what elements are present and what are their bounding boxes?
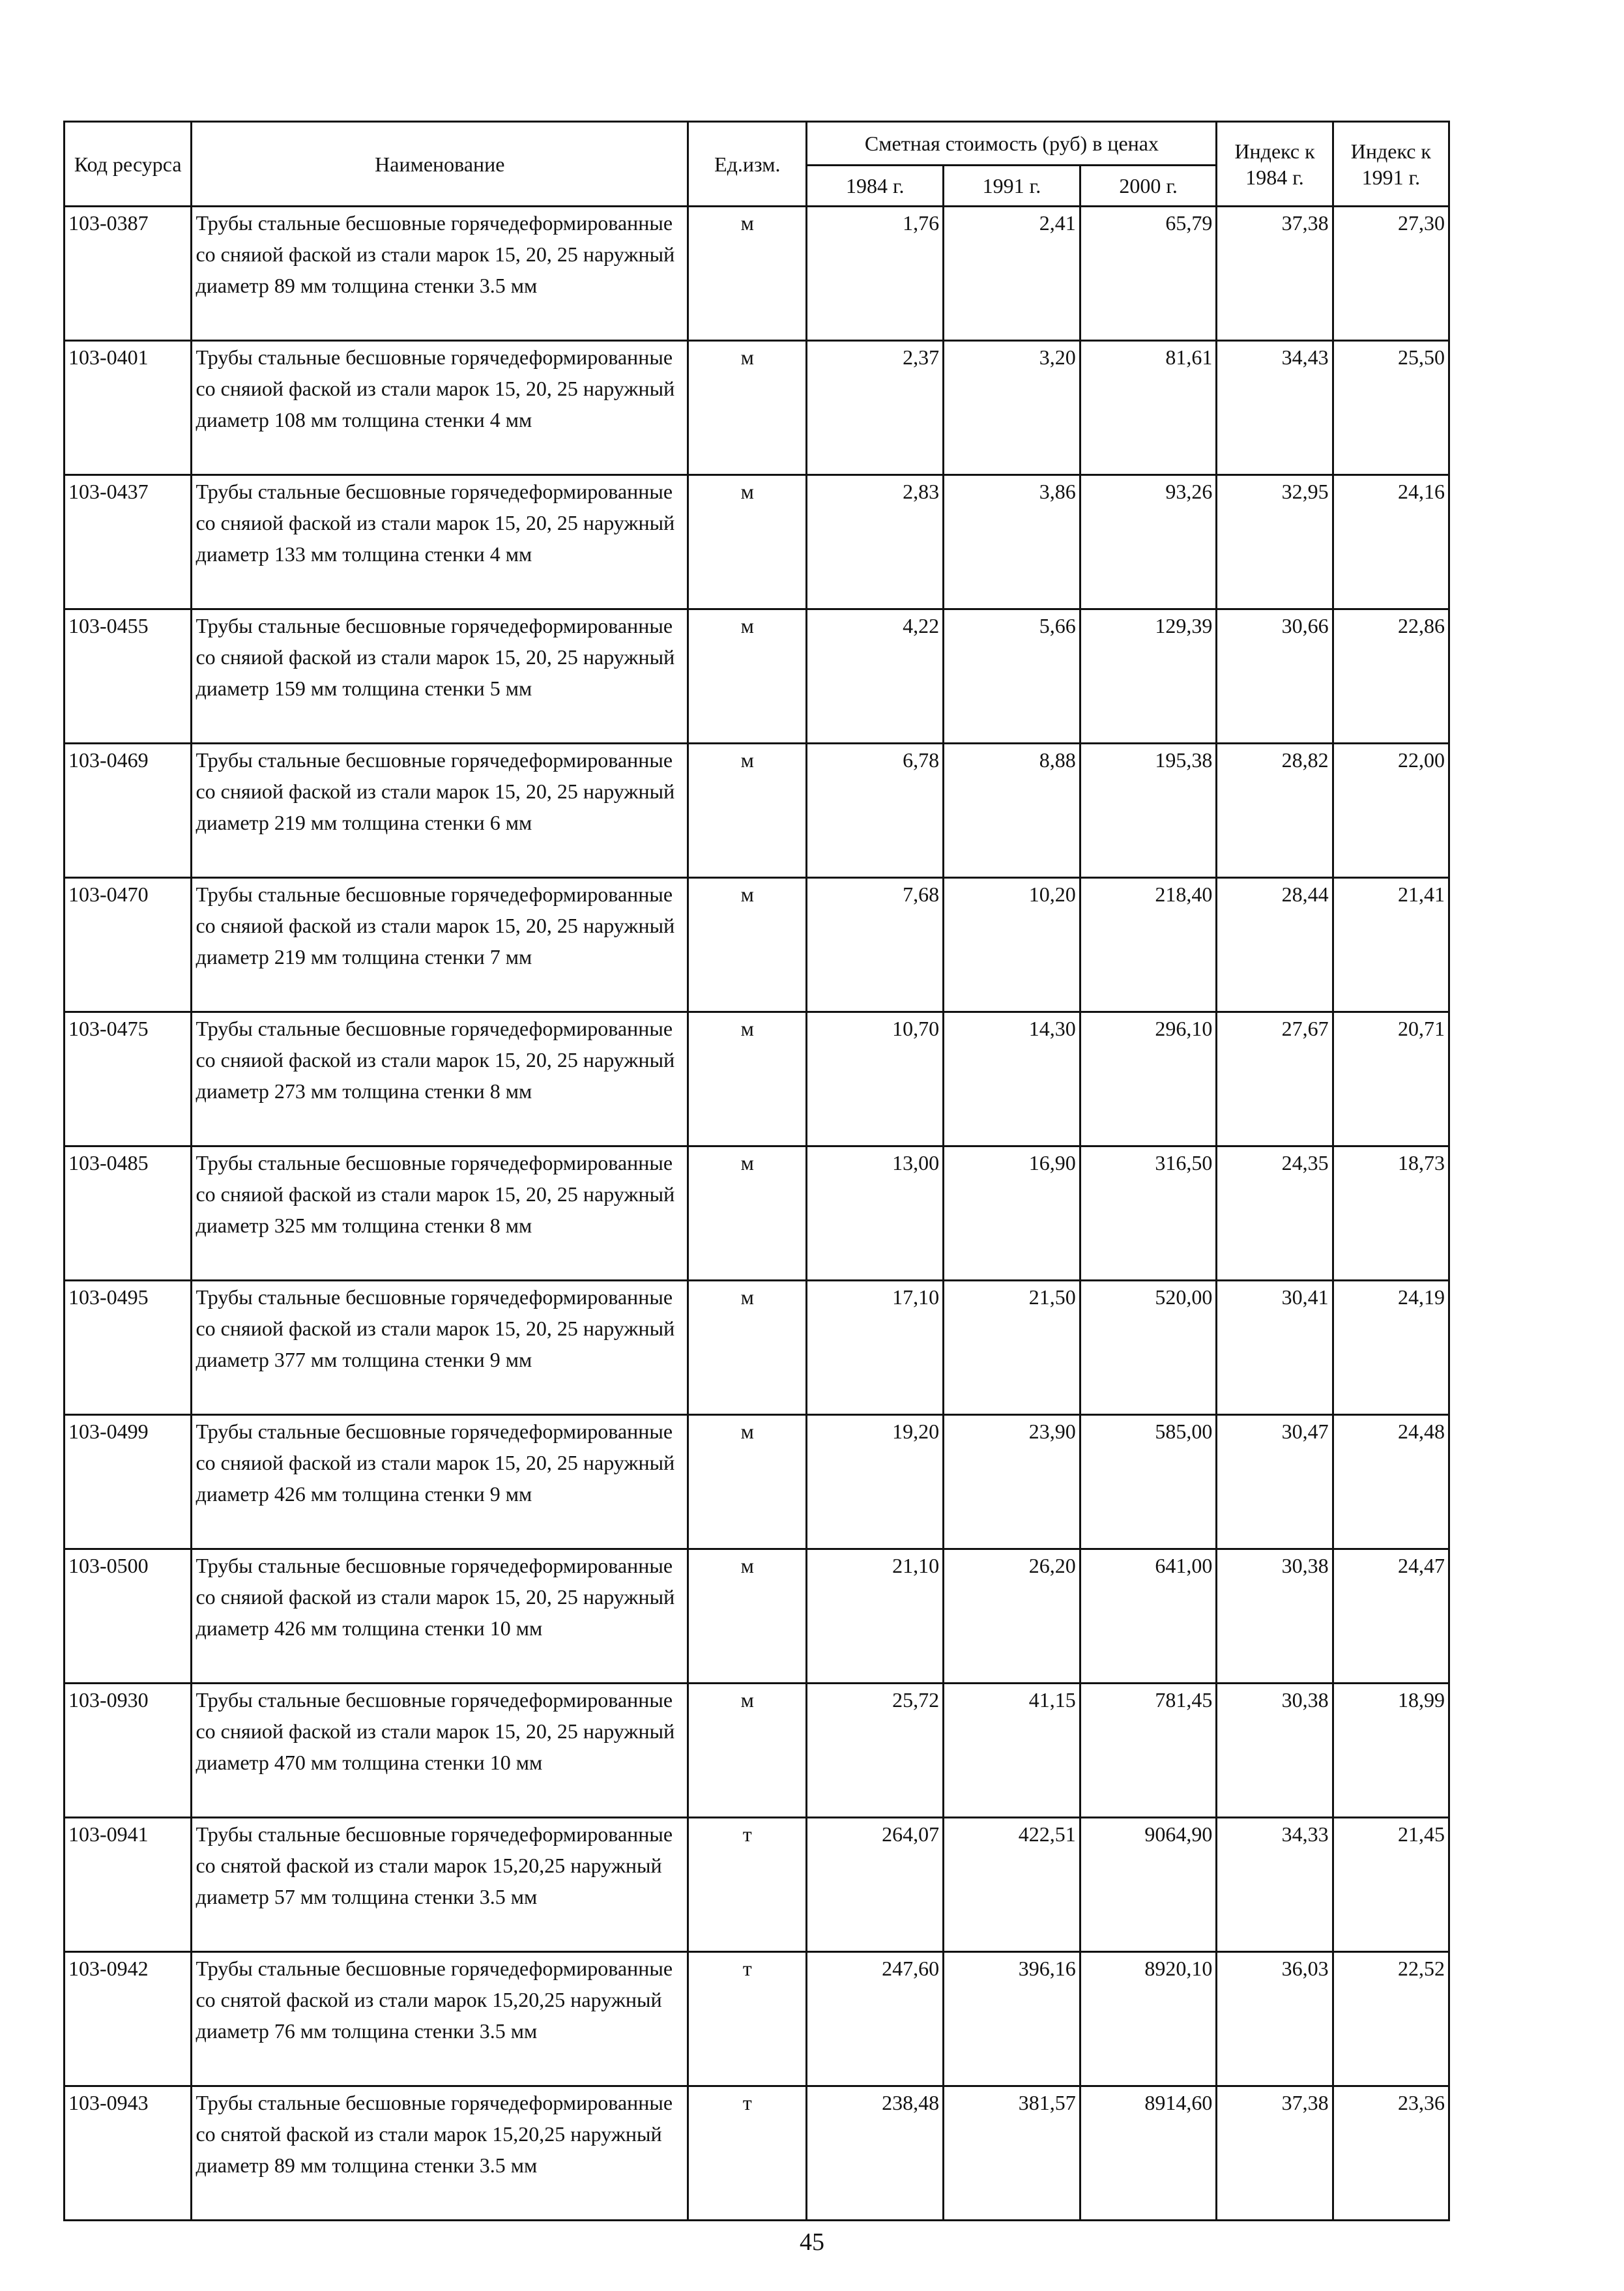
cost-2000: 195,38 xyxy=(1080,744,1217,878)
index-1984: 30,38 xyxy=(1217,1684,1333,1818)
cost-2000: 8920,10 xyxy=(1080,1952,1217,2086)
cost-1991: 8,88 xyxy=(944,744,1080,878)
table-row xyxy=(65,609,1449,744)
unit-cell: м xyxy=(688,341,807,475)
index-1984: 36,03 xyxy=(1217,1952,1333,2086)
cost-2000: 520,00 xyxy=(1080,1281,1217,1415)
index-1991: 20,71 xyxy=(1333,1012,1449,1146)
index-1984: 30,66 xyxy=(1217,609,1333,744)
index-1991: 18,99 xyxy=(1333,1684,1449,1818)
resource-name: Трубы стальные бесшовные горячедеформированные со сняиой фаской из стали марок 15, 20, 25 наружный диаметр 377 мм толщина стенки 9 мм xyxy=(192,1281,688,1415)
table-row xyxy=(65,341,1449,475)
resource-code: 103-0500 xyxy=(65,1549,192,1684)
index-1991: 18,73 xyxy=(1333,1146,1449,1281)
resource-code: 103-0387 xyxy=(65,207,192,341)
resource-code: 103-0495 xyxy=(65,1281,192,1415)
cost-2000: 65,79 xyxy=(1080,207,1217,341)
index-1984: 37,38 xyxy=(1217,207,1333,341)
unit-cell: м xyxy=(688,1415,807,1549)
index-1991: 21,41 xyxy=(1333,878,1449,1012)
cost-1991: 5,66 xyxy=(944,609,1080,744)
index-1984: 28,82 xyxy=(1217,744,1333,878)
cost-1984: 264,07 xyxy=(807,1818,944,1952)
cost-1984: 19,20 xyxy=(807,1415,944,1549)
resource-code: 103-0943 xyxy=(65,2086,192,2221)
table-row xyxy=(65,1818,1449,1952)
cost-1984: 1,76 xyxy=(807,207,944,341)
index-1991: 24,47 xyxy=(1333,1549,1449,1684)
cost-1984: 2,37 xyxy=(807,341,944,475)
cost-1991: 16,90 xyxy=(944,1146,1080,1281)
page-number: 45 xyxy=(800,2228,824,2256)
unit-cell: м xyxy=(688,744,807,878)
cost-2000: 641,00 xyxy=(1080,1549,1217,1684)
unit-cell: м xyxy=(688,1281,807,1415)
cost-1984: 6,78 xyxy=(807,744,944,878)
index-1991: 22,52 xyxy=(1333,1952,1449,2086)
resource-name: Трубы стальные бесшовные горячедеформированные со сняиой фаской из стали марок 15, 20, 25 наружный диаметр 108 мм толщина стенки 4 мм xyxy=(192,341,688,475)
index-1984: 32,95 xyxy=(1217,475,1333,609)
index-1991: 25,50 xyxy=(1333,341,1449,475)
unit-cell: м xyxy=(688,1146,807,1281)
resource-name: Трубы стальные бесшовные горячедеформированные со сняиой фаской из стали марок 15, 20, 25 наружный диаметр 426 мм толщина стенки 9 мм xyxy=(192,1415,688,1549)
unit-cell: м xyxy=(688,1012,807,1146)
index-1984: 27,67 xyxy=(1217,1012,1333,1146)
index-1984: 34,33 xyxy=(1217,1818,1333,1952)
index-1991: 23,36 xyxy=(1333,2086,1449,2221)
cost-1984: 247,60 xyxy=(807,1952,944,2086)
cost-1991: 41,15 xyxy=(944,1684,1080,1818)
cost-1991: 2,41 xyxy=(944,207,1080,341)
cost-1984: 2,83 xyxy=(807,475,944,609)
header-index-1984: Индекс к 1984 г. xyxy=(1217,122,1333,207)
unit-cell: м xyxy=(688,475,807,609)
resource-code: 103-0485 xyxy=(65,1146,192,1281)
cost-1991: 422,51 xyxy=(944,1818,1080,1952)
table-row xyxy=(65,1146,1449,1281)
cost-1984: 238,48 xyxy=(807,2086,944,2221)
cost-1984: 10,70 xyxy=(807,1012,944,1146)
resource-name: Трубы стальные бесшовные горячедеформированные со сняиой фаской из стали марок 15, 20, 25 наружный диаметр 273 мм толщина стенки 8 мм xyxy=(192,1012,688,1146)
cost-2000: 93,26 xyxy=(1080,475,1217,609)
cost-2000: 81,61 xyxy=(1080,341,1217,475)
cost-2000: 585,00 xyxy=(1080,1415,1217,1549)
index-1984: 37,38 xyxy=(1217,2086,1333,2221)
cost-1984: 17,10 xyxy=(807,1281,944,1415)
table-row xyxy=(65,2086,1449,2221)
index-1984: 34,43 xyxy=(1217,341,1333,475)
table-row xyxy=(65,1549,1449,1684)
table-row xyxy=(65,1684,1449,1818)
cost-1991: 21,50 xyxy=(944,1281,1080,1415)
cost-1991: 23,90 xyxy=(944,1415,1080,1549)
resource-code: 103-0455 xyxy=(65,609,192,744)
cost-1991: 14,30 xyxy=(944,1012,1080,1146)
resource-name: Трубы стальные бесшовные горячедеформированные со сняиой фаской из стали марок 15, 20, 25 наружный диаметр 325 мм толщина стенки 8 мм xyxy=(192,1146,688,1281)
index-1984: 30,38 xyxy=(1217,1549,1333,1684)
table-header xyxy=(65,122,1449,207)
unit-cell: м xyxy=(688,1549,807,1684)
index-1991: 24,48 xyxy=(1333,1415,1449,1549)
resource-name: Трубы стальные бесшовные горячедеформированные со сняиой фаской из стали марок 15, 20, 25 наружный диаметр 89 мм толщина стенки 3.5 мм xyxy=(192,207,688,341)
resource-name: Трубы стальные бесшовные горячедеформированные со сняиой фаской из стали марок 15, 20, 25 наружный диаметр 470 мм толщина стенки 10 мм xyxy=(192,1684,688,1818)
index-1991: 24,16 xyxy=(1333,475,1449,609)
resource-code: 103-0941 xyxy=(65,1818,192,1952)
table-body xyxy=(65,207,1449,2221)
header-unit: Ед.изм. xyxy=(688,122,807,207)
cost-2000: 8914,60 xyxy=(1080,2086,1217,2221)
cost-2000: 9064,90 xyxy=(1080,1818,1217,1952)
table-row xyxy=(65,475,1449,609)
unit-cell: т xyxy=(688,1818,807,1952)
resource-code: 103-0437 xyxy=(65,475,192,609)
table-row xyxy=(65,1952,1449,2086)
header-name: Наименование xyxy=(192,122,688,207)
unit-cell: м xyxy=(688,1684,807,1818)
header-year-2000: 2000 г. xyxy=(1080,166,1217,207)
resource-code: 103-0930 xyxy=(65,1684,192,1818)
cost-2000: 316,50 xyxy=(1080,1146,1217,1281)
cost-1984: 13,00 xyxy=(807,1146,944,1281)
cost-1984: 21,10 xyxy=(807,1549,944,1684)
resource-name: Трубы стальные бесшовные горячедеформированные со сняиой фаской из стали марок 15, 20, 25 наружный диаметр 426 мм толщина стенки 10 мм xyxy=(192,1549,688,1684)
cost-2000: 218,40 xyxy=(1080,878,1217,1012)
resource-name: Трубы стальные бесшовные горячедеформированные со сняиой фаской из стали марок 15, 20, 25 наружный диаметр 159 мм толщина стенки 5 мм xyxy=(192,609,688,744)
header-year-1984: 1984 г. xyxy=(807,166,944,207)
index-1991: 22,86 xyxy=(1333,609,1449,744)
index-1984: 30,47 xyxy=(1217,1415,1333,1549)
resource-code: 103-0475 xyxy=(65,1012,192,1146)
index-1984: 30,41 xyxy=(1217,1281,1333,1415)
table-row xyxy=(65,744,1449,878)
cost-1984: 25,72 xyxy=(807,1684,944,1818)
table-row xyxy=(65,878,1449,1012)
cost-1991: 3,20 xyxy=(944,341,1080,475)
resource-code: 103-0499 xyxy=(65,1415,192,1549)
index-1984: 24,35 xyxy=(1217,1146,1333,1281)
cost-1984: 7,68 xyxy=(807,878,944,1012)
header-year-1991: 1991 г. xyxy=(944,166,1080,207)
cost-1991: 381,57 xyxy=(944,2086,1080,2221)
unit-cell: т xyxy=(688,1952,807,2086)
cost-1991: 396,16 xyxy=(944,1952,1080,2086)
resource-name: Трубы стальные бесшовные горячедеформированные со сняиой фаской из стали марок 15, 20, 25 наружный диаметр 219 мм толщина стенки 7 мм xyxy=(192,878,688,1012)
cost-1984: 4,22 xyxy=(807,609,944,744)
table-row xyxy=(65,207,1449,341)
index-1991: 27,30 xyxy=(1333,207,1449,341)
resource-name: Трубы стальные бесшовные горячедеформированные со снятой фаской из стали марок 15,20,25 наружный диаметр 89 мм толщина стенки 3.5 мм xyxy=(192,2086,688,2221)
unit-cell: т xyxy=(688,2086,807,2221)
price-table xyxy=(63,121,1450,2221)
table-row xyxy=(65,1415,1449,1549)
header-cost-group: Сметная стоимость (руб) в ценах xyxy=(807,122,1217,166)
table-row xyxy=(65,1281,1449,1415)
index-1991: 21,45 xyxy=(1333,1818,1449,1952)
cost-1991: 10,20 xyxy=(944,878,1080,1012)
resource-name: Трубы стальные бесшовные горячедеформированные со сняиой фаской из стали марок 15, 20, 25 наружный диаметр 133 мм толщина стенки 4 мм xyxy=(192,475,688,609)
resource-name: Трубы стальные бесшовные горячедеформированные со снятой фаской из стали марок 15,20,25 наружный диаметр 76 мм толщина стенки 3.5 мм xyxy=(192,1952,688,2086)
unit-cell: м xyxy=(688,207,807,341)
cost-2000: 129,39 xyxy=(1080,609,1217,744)
cost-1991: 3,86 xyxy=(944,475,1080,609)
resource-name: Трубы стальные бесшовные горячедеформированные со снятой фаской из стали марок 15,20,25 наружный диаметр 57 мм толщина стенки 3.5 мм xyxy=(192,1818,688,1952)
header-index-1991: Индекс к 1991 г. xyxy=(1333,122,1449,207)
cost-2000: 296,10 xyxy=(1080,1012,1217,1146)
resource-code: 103-0470 xyxy=(65,878,192,1012)
resource-code: 103-0401 xyxy=(65,341,192,475)
resource-code: 103-0469 xyxy=(65,744,192,878)
index-1991: 22,00 xyxy=(1333,744,1449,878)
resource-name: Трубы стальные бесшовные горячедеформированные со сняиой фаской из стали марок 15, 20, 25 наружный диаметр 219 мм толщина стенки 6 мм xyxy=(192,744,688,878)
resource-code: 103-0942 xyxy=(65,1952,192,2086)
table-row xyxy=(65,1012,1449,1146)
index-1984: 28,44 xyxy=(1217,878,1333,1012)
header-code: Код ресурса xyxy=(65,122,192,207)
unit-cell: м xyxy=(688,609,807,744)
cost-1991: 26,20 xyxy=(944,1549,1080,1684)
cost-2000: 781,45 xyxy=(1080,1684,1217,1818)
unit-cell: м xyxy=(688,878,807,1012)
index-1991: 24,19 xyxy=(1333,1281,1449,1415)
